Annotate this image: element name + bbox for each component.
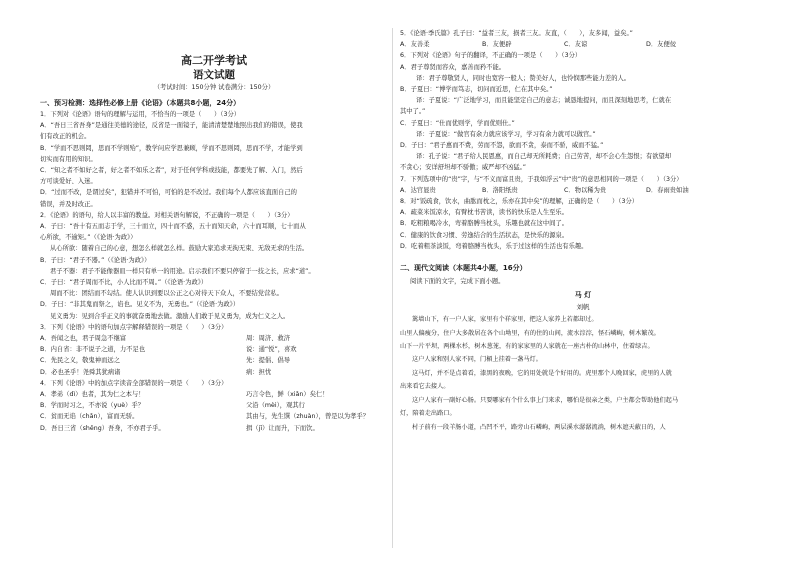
q1-lines bbox=[40, 120, 388, 210]
q6-line: 译：孔子说：“君子给人民恩惠，而自己却无所耗费；自己劳苦，却不会心生怨恨；有欲望却 bbox=[416, 153, 672, 161]
q3-option: B．内自省：非不说子之道，力不足也 bbox=[40, 346, 146, 354]
q6-line: D．子曰：“君子惠而不费，劳而不怨，欲而不贪，泰而不骄，威而不猛。” bbox=[400, 142, 604, 150]
q8-line: C．健康的饮食习惯、劳逸结合的生活状态，是快乐的源泉。 bbox=[400, 231, 569, 239]
q1-line: 错误，并及时改正。 bbox=[40, 200, 97, 208]
q1-line: 们有改正的机会。 bbox=[40, 133, 91, 141]
q4-option-row bbox=[40, 389, 388, 400]
page-title: 高二开学考试 bbox=[181, 54, 247, 67]
q1-line: A．“吾日三省吾身”是通往美德的途径，反省是一面镜子，能清清楚楚地照出我们的错误，使我 bbox=[40, 122, 303, 130]
q2-line: 从心所欲：随着自己的心意，想怎么样就怎么样。鼓励大家追求无拘无束、无敌无求的生活。 bbox=[50, 245, 309, 253]
story-line: 这户人家和别人家不同，门楣上挂着一盏马灯。 bbox=[412, 356, 542, 364]
q8-stem: 8．对“饭疏食，饮水，曲肱而枕之，乐亦在其中矣”的理解，正确的是（ ）（3分） bbox=[400, 198, 639, 206]
page-subtitle: 语文试题 bbox=[193, 69, 235, 81]
section-2-heading: 二、现代文阅读（本题共4小题，16分） bbox=[400, 264, 527, 273]
q4-option: 父沿（mèi），观其行 bbox=[246, 402, 305, 410]
q7-option: B．洛阳纸贵 bbox=[482, 186, 518, 194]
q5-option: D．友便佞 bbox=[646, 41, 677, 49]
q2-line: 周而不比：团结而不勾结。使人认识到要以公正之心对待天下众人，不要结党营私。 bbox=[50, 290, 283, 298]
story-line: 这户人家有一副好心肠。只要哪家有个什么事上门来求，哪怕是很亲之类，户主都会帮助他们起马 bbox=[412, 396, 679, 404]
q2-line: 心所欲，不逾矩。”（《论语·为政》） bbox=[40, 234, 137, 242]
q6-line: 译：君子尊敬贤人，同时也宽容一般人；赞美好人，也怜悯那些能力差的人。 bbox=[416, 74, 631, 82]
q6-line: 译：子夏说：“广泛地学习，而且能坚定自己的意志；诚恳地提问，而且深刻地思考，仁就在 bbox=[416, 97, 672, 105]
q6-line: 译：子夏说：“做官有余力就应该学习，学习有余力就可以做官。” bbox=[416, 130, 596, 138]
q3-option-row bbox=[40, 344, 388, 355]
q8-line: D．吃着粗茶淡饭，弯着胳膊当枕头，乐于过这样的生活也有乐趣。 bbox=[400, 242, 588, 250]
q5-option: C．友谅 bbox=[564, 41, 588, 49]
q3-option-row bbox=[40, 355, 388, 366]
q3-gloss: 病：担忧 bbox=[246, 368, 272, 376]
story-line: 出来看它去接人。 bbox=[400, 383, 450, 391]
q7-stem: 7．下列选项中的“贵”字，与“不义而富且贵，于我如浮云”中“贵”的意思相同的一项是（ ）（3分） bbox=[400, 175, 683, 183]
q5-option: A．友善柔 bbox=[400, 41, 430, 49]
q3-option: A．吾闻之也，君子周急不继富 bbox=[40, 335, 127, 343]
q1-line: 方可谈爱好、入迷。 bbox=[40, 178, 97, 186]
q1-line: D．“过而不改，是谓过矣”，犯错并不可怕，可怕的是不改过。我们每个人都应该直面自己的 bbox=[40, 189, 297, 197]
q6-stem: 6．下列对《论语》句子的翻译，不正确的一项是（ ）（3分） bbox=[400, 52, 582, 60]
story-author: 刘帆 bbox=[576, 303, 590, 312]
q4-options bbox=[40, 389, 388, 434]
q5-option: B．友便辟 bbox=[482, 41, 512, 49]
q7-option: C．物以稀为贵 bbox=[564, 186, 607, 194]
section-1-heading: 一、预习检测：选择性必修上册《论语》（本题共8小题，24分） bbox=[40, 99, 241, 107]
q2-line: C．子曰：“君子周而不比，小人比而不周。”（《论语·为政》） bbox=[40, 279, 208, 287]
q3-stem: 3．下列《论语》中的语句加点字解释错误的一项是（ ）（3分） bbox=[40, 323, 228, 331]
q3-option-row bbox=[40, 333, 388, 344]
q3-gloss: 周：周济、救济 bbox=[246, 335, 291, 343]
q3-option-row bbox=[40, 367, 388, 378]
q1-line: 切实而有用的知识。 bbox=[40, 155, 97, 163]
q2-stem: 2．《论语》的语句，给人以丰富的教益。对相关语句解说，不正确的一项是（ ）（3分） bbox=[40, 211, 294, 219]
q4-option: 揖（jī）让而升，下而饮。 bbox=[246, 424, 319, 432]
q4-option: C．贫而无谄（chǎn），富而无骄。 bbox=[40, 413, 139, 421]
left-column bbox=[40, 28, 388, 434]
story-title: 马 灯 bbox=[574, 291, 592, 300]
q6-line: B．子夏曰：“博学而笃志，切问而近思，仁在其中矣。” bbox=[400, 86, 553, 94]
story-text bbox=[400, 313, 766, 434]
q1-line: C．“知之者不如好之者，好之者不如乐之者”，对于任何学科或技能，都要先了解、入门，然后 bbox=[40, 167, 303, 175]
q8-line: B．吃粗粮喝冷水，弯着胳膊当枕头，乐趣也就在这中间了。 bbox=[400, 220, 569, 228]
story-line: 灯，陪着走出路口。 bbox=[400, 410, 456, 418]
q4-option: D．吾日三省（shěng）吾身，不亦君子乎。 bbox=[40, 424, 165, 432]
q2-line: A．子曰：“吾十有五而志于学，三十而立，四十而不惑，五十而知天命，六十而耳顺，七十而从 bbox=[40, 223, 306, 231]
q3-option: C．先民之义，敬鬼神而远之 bbox=[40, 357, 120, 365]
q7-option: D．春雨贵如油 bbox=[646, 186, 689, 194]
story-line: 山里人偏瘦分，住户大多散居在各个山坳里，有的住的山间，流水淙淙，怪石嶙峋，树木繁茂。 bbox=[400, 329, 660, 337]
q4-stem: 4．下列《论语》中的加点字读音全部错误的一项是（ ）（3分） bbox=[40, 379, 228, 387]
story-line: 山下一片平坝，两棵水杉，树木葱茏，有的家家里的人家就在一座古朴的山林中，住着绿吉。 bbox=[400, 343, 654, 351]
q4-option-row bbox=[40, 400, 388, 411]
q4-option: B．学而时习之，不亦说（yuè）乎？ bbox=[40, 402, 145, 410]
q1-stem: 1．下列对《论语》语句的理解与运用，不恰当的一项是（ ）（3分） bbox=[40, 111, 241, 118]
q2-line: D．子曰：“非其鬼而祭之，谄也。见义不为，无勇也。”（《论语·为政》） bbox=[40, 301, 240, 309]
q8-lines bbox=[400, 207, 766, 252]
q2-line: 君子不器：君子不能像器皿一样只有单一的用途。启示我们不要只停留于一技之长，应求“道”。 bbox=[50, 267, 315, 275]
reading-intro: 阅读下面的文字，完成下面小题。 bbox=[410, 278, 505, 286]
q5-stem: 5．《论语·季氏篇》孔子曰：“益者三友，损者三友。友直，（ ），友多闻，益矣。” bbox=[400, 30, 633, 37]
q6-line: 其中了。” bbox=[400, 108, 426, 116]
q5-options bbox=[400, 39, 766, 50]
q6-line: C．子夏曰：“仕而优则学，学而优则仕。” bbox=[400, 119, 515, 127]
q3-option: D．必也圣乎！尧舜其犹病诸 bbox=[40, 368, 121, 376]
q2-line: 见义勇为：见到合乎正义的事就奋勇地去做。激励人们敢于见义勇为，成为仁义之人。 bbox=[50, 312, 290, 320]
story-line: 这马灯，并不是点着看，漆黑的夜晚，它的用处就是个好用的。虎里那个人晚回家，虎里的人就 bbox=[412, 369, 672, 377]
q2-line: B．子曰：“君子不器。”（《论语·为政》） bbox=[40, 256, 151, 264]
q6-line: A．君子尊贤而容众，嘉善而矜不能。 bbox=[400, 63, 506, 71]
story-line: 篱墙山下，有一户人家，家里有个祥家里，把这人家养上若都却过。 bbox=[412, 316, 598, 324]
q4-option-row bbox=[40, 423, 388, 434]
q1-line: B．“学而不思则罔，思而不学则殆”，教学问应学思兼顾，学而不思则罔，思而不学，才能学到 bbox=[40, 144, 303, 152]
q6-lines bbox=[400, 62, 766, 174]
story-line: 村子前有一段羊肠小道，凸凹不平，路旁山石嶙峋，两层溪水潺潺流淌，树木遮天蔽日的，人 bbox=[412, 423, 666, 431]
column-divider bbox=[392, 28, 393, 548]
right-column bbox=[400, 28, 766, 434]
q3-gloss: 先：提倡、倡导 bbox=[246, 357, 291, 365]
q8-line: A．疏菜米饭凉水，有臂枕书苦读，读书的快乐是人生至乐。 bbox=[400, 209, 569, 217]
q4-option-row bbox=[40, 411, 388, 422]
q4-option: 其由与，先生馔（zhuàn），曾是以为孝乎？ bbox=[246, 413, 370, 421]
q6-line: 不贪心；安详舒坦却不骄傲；威严却不凶猛。” bbox=[400, 164, 527, 172]
q7-options bbox=[400, 185, 766, 196]
q3-gloss: 说：通“悦”，喜欢 bbox=[246, 346, 297, 354]
exam-meta: （考试时间：150分钟 试卷满分：150分） bbox=[153, 84, 275, 91]
q3-options bbox=[40, 333, 388, 378]
q4-option: A．孝弟（dì）也者，其为仁之本与！ bbox=[40, 391, 145, 399]
q7-option: A．达官显贵 bbox=[400, 186, 436, 194]
q2-lines bbox=[40, 221, 388, 322]
q4-option: 巧言令色，鲜（xiǎn）矣仁！ bbox=[246, 391, 329, 399]
